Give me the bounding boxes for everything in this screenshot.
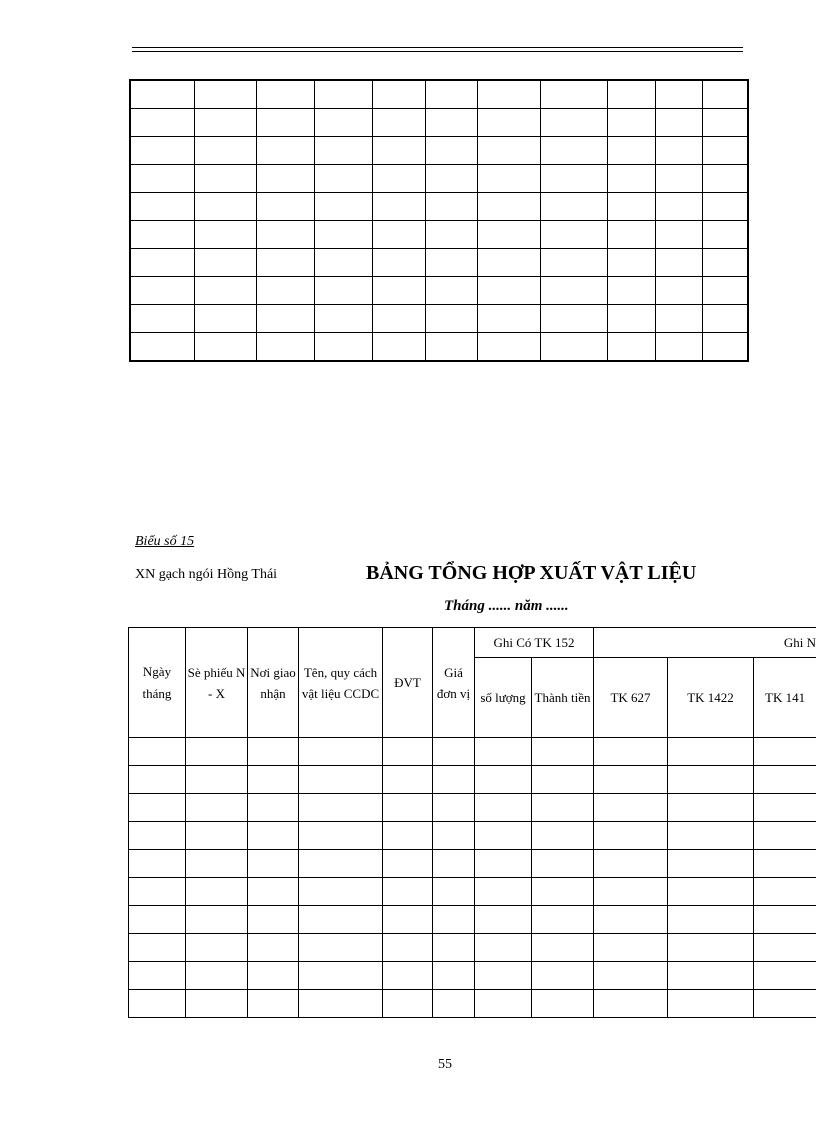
top-table-cell (372, 249, 425, 277)
top-table-row (130, 249, 748, 277)
top-table-cell (194, 109, 256, 137)
table-cell (248, 878, 299, 906)
header-debit-group (594, 628, 816, 658)
table-cell (594, 822, 668, 850)
table-cell (594, 738, 668, 766)
table-cell (433, 934, 475, 962)
header-tk1422: TK 1422 (668, 658, 754, 738)
top-table-cell (194, 249, 256, 277)
table-cell (186, 738, 248, 766)
top-table-cell (702, 165, 748, 193)
table-row (129, 962, 816, 990)
table-cell (383, 962, 433, 990)
top-table-cell (540, 305, 607, 333)
table-cell (594, 962, 668, 990)
table-cell (433, 990, 475, 1018)
top-table-cell (372, 109, 425, 137)
top-table-cell (425, 137, 477, 165)
table-cell (754, 850, 816, 878)
table-cell (433, 906, 475, 934)
top-table-cell (372, 221, 425, 249)
table-cell (754, 878, 816, 906)
table-cell (299, 990, 383, 1018)
table-cell (668, 850, 754, 878)
report-title: BẢNG TỔNG HỢP XUẤT VẬT LIỆU (366, 562, 697, 584)
table-cell (433, 850, 475, 878)
top-table-cell (194, 333, 256, 362)
top-table-cell (372, 193, 425, 221)
top-table-cell (607, 80, 655, 109)
table-cell (186, 962, 248, 990)
top-table-cell (702, 109, 748, 137)
company-name: XN gạch ngói Hồng Thái (135, 567, 278, 582)
table-cell (668, 990, 754, 1018)
top-table-cell (540, 193, 607, 221)
table-cell (668, 934, 754, 962)
table-cell (248, 738, 299, 766)
top-table-cell (655, 277, 702, 305)
top-table-cell (607, 193, 655, 221)
top-table-cell (655, 165, 702, 193)
table-cell (186, 934, 248, 962)
top-table-cell (194, 165, 256, 193)
table-cell (754, 962, 816, 990)
top-table-cell (607, 109, 655, 137)
top-table-cell (314, 333, 372, 362)
table-cell (383, 766, 433, 794)
table-cell (248, 794, 299, 822)
top-table-cell (130, 137, 194, 165)
table-cell (248, 822, 299, 850)
table-cell (129, 738, 186, 766)
top-table-cell (477, 305, 540, 333)
table-cell (475, 934, 532, 962)
table-cell (299, 738, 383, 766)
top-table-cell (372, 277, 425, 305)
summary-table-header (129, 628, 816, 738)
table-cell (129, 906, 186, 934)
top-table-cell (540, 109, 607, 137)
top-table-cell (256, 249, 314, 277)
table-cell (129, 794, 186, 822)
top-table-row (130, 221, 748, 249)
table-row (129, 906, 816, 934)
table-cell (532, 962, 594, 990)
top-table-cell (425, 249, 477, 277)
top-table-cell (540, 80, 607, 109)
top-table-cell (540, 333, 607, 362)
top-table-cell (130, 221, 194, 249)
table-cell (383, 906, 433, 934)
table-cell (186, 822, 248, 850)
header-amount: Thành tiền (532, 658, 594, 738)
table-cell (383, 738, 433, 766)
table-cell (383, 990, 433, 1018)
top-table-cell (540, 137, 607, 165)
table-cell (754, 766, 816, 794)
table-cell (129, 822, 186, 850)
top-table-cell (655, 221, 702, 249)
table-cell (383, 822, 433, 850)
top-table-cell (130, 249, 194, 277)
top-table-row (130, 305, 748, 333)
table-cell (129, 766, 186, 794)
top-table-cell (540, 165, 607, 193)
table-row (129, 990, 816, 1018)
top-table-cell (194, 193, 256, 221)
top-table-row (130, 165, 748, 193)
header-quantity: số lượng (475, 658, 532, 738)
top-table-cell (655, 193, 702, 221)
table-cell (383, 878, 433, 906)
top-table-cell (194, 80, 256, 109)
top-table-cell (314, 109, 372, 137)
header-delivery-place: Nơi giao nhận (248, 628, 299, 738)
top-table-row (130, 137, 748, 165)
table-cell (299, 906, 383, 934)
summary-table (128, 627, 816, 1018)
top-table-cell (477, 277, 540, 305)
table-cell (433, 822, 475, 850)
top-table-cell (702, 80, 748, 109)
top-table-cell (130, 333, 194, 362)
top-table-cell (607, 305, 655, 333)
table-row (129, 822, 816, 850)
top-table-cell (425, 80, 477, 109)
table-cell (248, 934, 299, 962)
table-cell (532, 738, 594, 766)
table-cell (475, 822, 532, 850)
header-credit-group: Ghi Có TK 152 (475, 628, 594, 658)
top-table-cell (256, 277, 314, 305)
top-table-cell (477, 193, 540, 221)
top-table-cell (702, 333, 748, 362)
top-table-cell (314, 305, 372, 333)
top-table-cell (655, 249, 702, 277)
top-table-cell (607, 137, 655, 165)
table-cell (186, 850, 248, 878)
table-cell (532, 934, 594, 962)
table-cell (186, 990, 248, 1018)
top-table-row (130, 80, 748, 109)
top-table-cell (314, 249, 372, 277)
top-table-cell (130, 109, 194, 137)
top-table-cell (540, 249, 607, 277)
top-table-cell (655, 137, 702, 165)
top-table-cell (256, 165, 314, 193)
table-cell (668, 766, 754, 794)
table-cell (532, 766, 594, 794)
top-table-cell (702, 193, 748, 221)
header-slip-number: Sè phiếu N - X (186, 628, 248, 738)
top-table-cell (607, 249, 655, 277)
top-table-cell (655, 80, 702, 109)
table-cell (594, 850, 668, 878)
top-table-cell (702, 305, 748, 333)
table-cell (383, 850, 433, 878)
table-cell (299, 962, 383, 990)
table-cell (299, 934, 383, 962)
top-table-row (130, 109, 748, 137)
top-table-cell (130, 80, 194, 109)
table-cell (475, 990, 532, 1018)
table-cell (594, 794, 668, 822)
top-table-cell (130, 305, 194, 333)
top-table-cell (130, 165, 194, 193)
top-table-cell (314, 277, 372, 305)
table-cell (129, 878, 186, 906)
top-table-cell (655, 109, 702, 137)
table-cell (299, 878, 383, 906)
table-cell (129, 990, 186, 1018)
table-cell (299, 822, 383, 850)
table-cell (248, 766, 299, 794)
table-cell (475, 766, 532, 794)
header-rule-bottom (132, 51, 743, 52)
top-table-cell (256, 333, 314, 362)
top-table-cell (477, 333, 540, 362)
top-table-row (130, 333, 748, 362)
top-table-cell (477, 249, 540, 277)
table-cell (668, 962, 754, 990)
top-table-cell (655, 305, 702, 333)
table-cell (433, 794, 475, 822)
top-table-cell (425, 193, 477, 221)
top-table-cell (425, 277, 477, 305)
top-table-cell (540, 221, 607, 249)
top-table-cell (372, 165, 425, 193)
top-table-cell (130, 193, 194, 221)
top-table-cell (702, 137, 748, 165)
top-table-cell (314, 221, 372, 249)
top-table-cell (314, 165, 372, 193)
table-cell (129, 850, 186, 878)
table-cell (668, 878, 754, 906)
table-cell (475, 850, 532, 878)
report-period: Tháng ...... năm ...... (444, 598, 569, 614)
top-table-row (130, 193, 748, 221)
table-row (129, 738, 816, 766)
top-table-cell (372, 137, 425, 165)
header-date: Ngày tháng (129, 628, 186, 738)
table-cell (383, 794, 433, 822)
header-rule-top (132, 47, 743, 48)
table-row (129, 934, 816, 962)
table-cell (668, 906, 754, 934)
top-table-body (130, 80, 748, 361)
table-cell (475, 906, 532, 934)
table-cell (248, 962, 299, 990)
table-row (129, 850, 816, 878)
top-table-cell (372, 333, 425, 362)
top-table-cell (256, 109, 314, 137)
top-table-cell (702, 249, 748, 277)
table-row (129, 878, 816, 906)
table-cell (475, 794, 532, 822)
top-table-cell (314, 80, 372, 109)
top-table-cell (425, 333, 477, 362)
top-table-cell (256, 80, 314, 109)
table-cell (186, 878, 248, 906)
table-cell (186, 906, 248, 934)
table-cell (299, 766, 383, 794)
top-table-cell (425, 305, 477, 333)
top-table-cell (477, 109, 540, 137)
table-cell (475, 878, 532, 906)
table-cell (754, 990, 816, 1018)
table-cell (754, 822, 816, 850)
table-cell (248, 850, 299, 878)
table-cell (754, 738, 816, 766)
top-table-cell (256, 221, 314, 249)
table-cell (475, 962, 532, 990)
header-tk627: TK 627 (594, 658, 668, 738)
table-cell (754, 934, 816, 962)
table-cell (129, 962, 186, 990)
top-blank-table (129, 79, 749, 362)
table-cell (594, 878, 668, 906)
table-cell (433, 962, 475, 990)
top-table-cell (477, 165, 540, 193)
top-table-cell (256, 305, 314, 333)
table-cell (594, 906, 668, 934)
top-table-cell (425, 221, 477, 249)
table-cell (129, 934, 186, 962)
form-number-label: Biểu số 15 (135, 534, 195, 549)
table-cell (532, 850, 594, 878)
table-cell (248, 990, 299, 1018)
top-table-row (130, 277, 748, 305)
top-table-cell (194, 277, 256, 305)
table-cell (532, 878, 594, 906)
table-cell (668, 794, 754, 822)
table-cell (594, 990, 668, 1018)
table-cell (186, 766, 248, 794)
top-table-cell (607, 333, 655, 362)
table-cell (299, 850, 383, 878)
top-table-cell (607, 165, 655, 193)
table-cell (668, 822, 754, 850)
top-table-cell (655, 333, 702, 362)
header-debit-group-label: Ghi N (783, 634, 816, 650)
top-table-cell (477, 221, 540, 249)
top-table-cell (372, 80, 425, 109)
top-table-cell (130, 277, 194, 305)
top-table-cell (194, 305, 256, 333)
table-cell (754, 794, 816, 822)
page-number: 55 (438, 1057, 452, 1072)
table-cell (532, 794, 594, 822)
table-cell (668, 738, 754, 766)
top-table-cell (477, 137, 540, 165)
top-table-cell (477, 80, 540, 109)
table-cell (532, 822, 594, 850)
top-table-cell (314, 193, 372, 221)
table-row (129, 766, 816, 794)
table-cell (433, 766, 475, 794)
header-unit: ĐVT (383, 628, 433, 738)
top-table-cell (256, 137, 314, 165)
header-tk141: TK 141 (754, 658, 816, 738)
header-material-name: Tên, quy cách vật liệu CCDC (299, 628, 383, 738)
table-cell (532, 990, 594, 1018)
top-table-cell (194, 137, 256, 165)
summary-table-body (129, 738, 816, 1018)
table-cell (475, 738, 532, 766)
top-table-cell (256, 193, 314, 221)
top-table-cell (540, 277, 607, 305)
top-table-cell (607, 221, 655, 249)
top-table-cell (194, 221, 256, 249)
table-row (129, 794, 816, 822)
table-cell (433, 738, 475, 766)
top-table-cell (425, 165, 477, 193)
table-cell (248, 906, 299, 934)
table-cell (433, 878, 475, 906)
summary-table-container (128, 627, 816, 1023)
header-unit-price: Giá đơn vị (433, 628, 475, 738)
top-table-cell (607, 277, 655, 305)
top-table-cell (425, 109, 477, 137)
table-cell (754, 906, 816, 934)
top-table-cell (702, 221, 748, 249)
table-cell (532, 906, 594, 934)
top-table-cell (314, 137, 372, 165)
top-table-cell (372, 305, 425, 333)
table-cell (299, 794, 383, 822)
table-cell (186, 794, 248, 822)
table-cell (594, 766, 668, 794)
top-table-cell (702, 277, 748, 305)
table-cell (383, 934, 433, 962)
table-cell (594, 934, 668, 962)
